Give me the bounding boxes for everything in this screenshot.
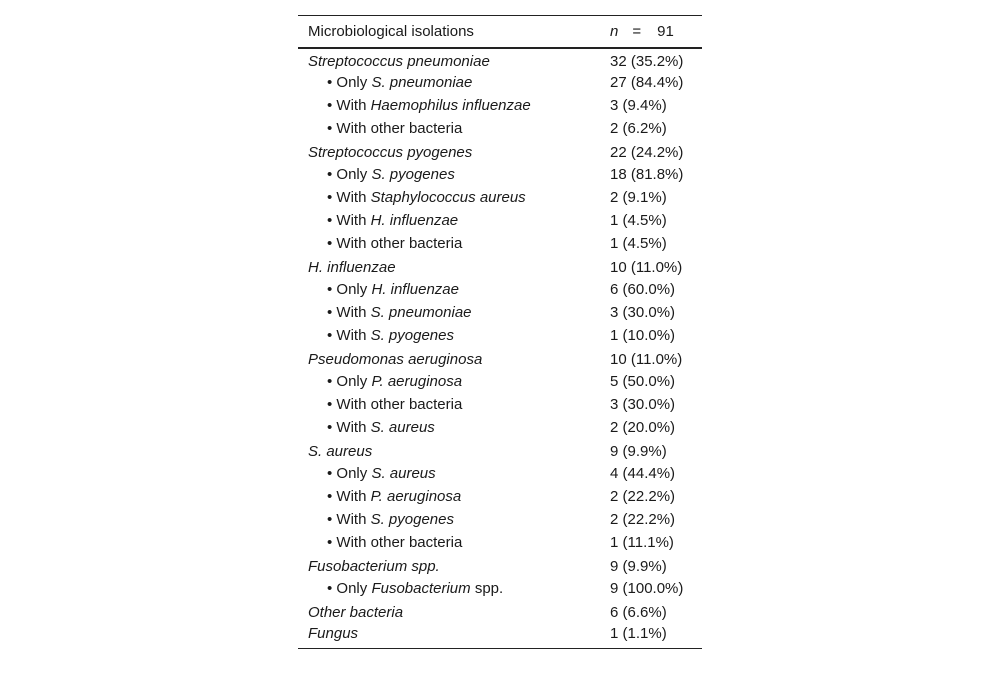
isolation-label (298, 48, 610, 71)
organism-name: Streptococcus pyogenes (308, 143, 473, 161)
group-row (298, 347, 702, 370)
label-text: • With (327, 510, 371, 528)
isolation-label (298, 416, 610, 439)
header-row (298, 16, 702, 48)
label-text: • With other bacteria (327, 395, 463, 413)
label-text: • With (327, 188, 371, 206)
isolation-label (298, 209, 610, 232)
isolation-label (298, 462, 610, 485)
isolation-label (298, 370, 610, 393)
isolation-count: 22 (24.2%) (610, 143, 684, 161)
isolation-count: 3 (30.0%) (610, 303, 676, 321)
group-row (298, 255, 702, 278)
subgroup-row (298, 209, 702, 232)
isolation-label (298, 71, 610, 94)
organism-name: S. pneumoniae (370, 303, 472, 321)
table-body (298, 48, 702, 649)
subgroup-row (298, 370, 702, 393)
isolation-label (298, 347, 610, 370)
isolation-count: 1 (10.0%) (610, 326, 676, 344)
label-text: • With other bacteria (327, 119, 463, 137)
isolations-table (298, 15, 702, 649)
organism-name: S. pyogenes (370, 510, 454, 528)
label-text: • With other bacteria (327, 533, 463, 551)
isolation-label (298, 600, 610, 623)
isolation-label (298, 301, 610, 324)
subgroup-row (298, 531, 702, 554)
isolation-count: 10 (11.0%) (610, 350, 683, 368)
group-row (298, 554, 702, 577)
label-text: • Only (327, 73, 372, 91)
isolation-count: 2 (6.2%) (610, 119, 667, 137)
isolation-count: 6 (60.0%) (610, 280, 676, 298)
isolation-label (298, 623, 610, 649)
header-n (610, 16, 702, 48)
organism-name: S. aureus (370, 418, 435, 436)
isolation-label (298, 531, 610, 554)
isolation-count: 2 (20.0%) (610, 418, 676, 436)
isolation-label (298, 278, 610, 301)
organism-name: Staphylococcus aureus (370, 188, 526, 206)
label-text: • Only (327, 464, 372, 482)
isolation-count: 2 (22.2%) (610, 487, 676, 505)
subgroup-row (298, 94, 702, 117)
organism-name: Pseudomonas aeruginosa (308, 350, 483, 368)
organism-name: P. aeruginosa (371, 372, 463, 390)
organism-name: S. pyogenes (371, 165, 455, 183)
subgroup-row (298, 485, 702, 508)
isolation-count: 27 (84.4%) (610, 73, 684, 91)
isolation-label (298, 439, 610, 462)
isolation-count: 6 (6.6%) (610, 603, 667, 621)
isolation-count: 4 (44.4%) (610, 464, 676, 482)
isolation-label (298, 232, 610, 255)
isolation-count: 9 (9.9%) (610, 557, 667, 575)
isolation-label (298, 554, 610, 577)
n-equals: = (632, 22, 642, 40)
subgroup-row (298, 462, 702, 485)
organism-name: S. pyogenes (370, 326, 454, 344)
isolation-count: 3 (30.0%) (610, 395, 676, 413)
isolation-count: 2 (22.2%) (610, 510, 676, 528)
label-text: • With (327, 487, 371, 505)
isolation-label (298, 393, 610, 416)
organism-name: Streptococcus pneumoniae (308, 53, 490, 70)
label-text: • Only (327, 579, 372, 597)
isolation-count: 1 (11.1%) (610, 533, 674, 551)
subgroup-row (298, 71, 702, 94)
subgroup-row (298, 393, 702, 416)
subgroup-row (298, 232, 702, 255)
organism-name: P. aeruginosa (370, 487, 462, 505)
isolation-label (298, 117, 610, 140)
group-row (298, 48, 702, 71)
subgroup-row (298, 117, 702, 140)
isolation-count: 2 (9.1%) (610, 188, 667, 206)
isolation-label (298, 508, 610, 531)
organism-name: Fungus (308, 624, 359, 642)
isolation-count: 32 (35.2%) (610, 53, 684, 70)
isolation-count: 1 (1.1%) (610, 623, 702, 649)
organism-name: Haemophilus influenzae (370, 96, 531, 114)
isolation-count: 18 (81.8%) (610, 165, 684, 183)
isolation-count: 9 (100.0%) (610, 579, 684, 597)
subgroup-row (298, 163, 702, 186)
subgroup-row (298, 186, 702, 209)
isolation-count: 3 (9.4%) (610, 96, 667, 114)
organism-name: H. influenzae (371, 280, 459, 298)
group-row (298, 623, 702, 649)
isolation-label (298, 163, 610, 186)
isolation-label (298, 577, 610, 600)
organism-name: S. aureus (371, 464, 436, 482)
label-text: spp. (470, 579, 504, 597)
isolation-count: 10 (11.0%) (610, 258, 683, 276)
label-text: • With (327, 303, 371, 321)
isolation-label (298, 485, 610, 508)
label-text: • With (327, 96, 371, 114)
subgroup-row (298, 301, 702, 324)
group-row (298, 439, 702, 462)
isolation-count: 1 (4.5%) (610, 211, 667, 229)
subgroup-row (298, 577, 702, 600)
label-text: • Only (327, 280, 372, 298)
isolation-label (298, 94, 610, 117)
label-text: • Only (327, 165, 372, 183)
n-value: 91 (657, 22, 674, 40)
organism-name: H. influenzae (308, 258, 396, 276)
subgroup-row (298, 416, 702, 439)
organism-name: Fusobacterium spp. (308, 557, 440, 575)
n-symbol: n (610, 22, 619, 40)
header-isolations: Microbiological isolations (298, 16, 610, 48)
isolation-label (298, 324, 610, 347)
label-text: • With other bacteria (327, 234, 463, 252)
subgroup-row (298, 508, 702, 531)
subgroup-row (298, 324, 702, 347)
table-header (298, 16, 702, 48)
label-text: • With (327, 418, 371, 436)
label-text: • With (327, 326, 371, 344)
organism-name: S. aureus (308, 442, 373, 460)
group-row (298, 600, 702, 623)
group-row (298, 140, 702, 163)
organism-name: S. pneumoniae (371, 73, 473, 91)
isolation-count: 9 (9.9%) (610, 442, 667, 460)
organism-name: Other bacteria (308, 603, 404, 621)
subgroup-row (298, 278, 702, 301)
organism-name: H. influenzae (370, 211, 459, 229)
isolation-label (298, 255, 610, 278)
label-text: • With (327, 211, 371, 229)
isolation-count: 1 (4.5%) (610, 234, 667, 252)
organism-name: Fusobacterium (371, 579, 471, 597)
isolation-count: 5 (50.0%) (610, 372, 676, 390)
isolation-label (298, 186, 610, 209)
label-text: • Only (327, 372, 372, 390)
isolation-label (298, 140, 610, 163)
